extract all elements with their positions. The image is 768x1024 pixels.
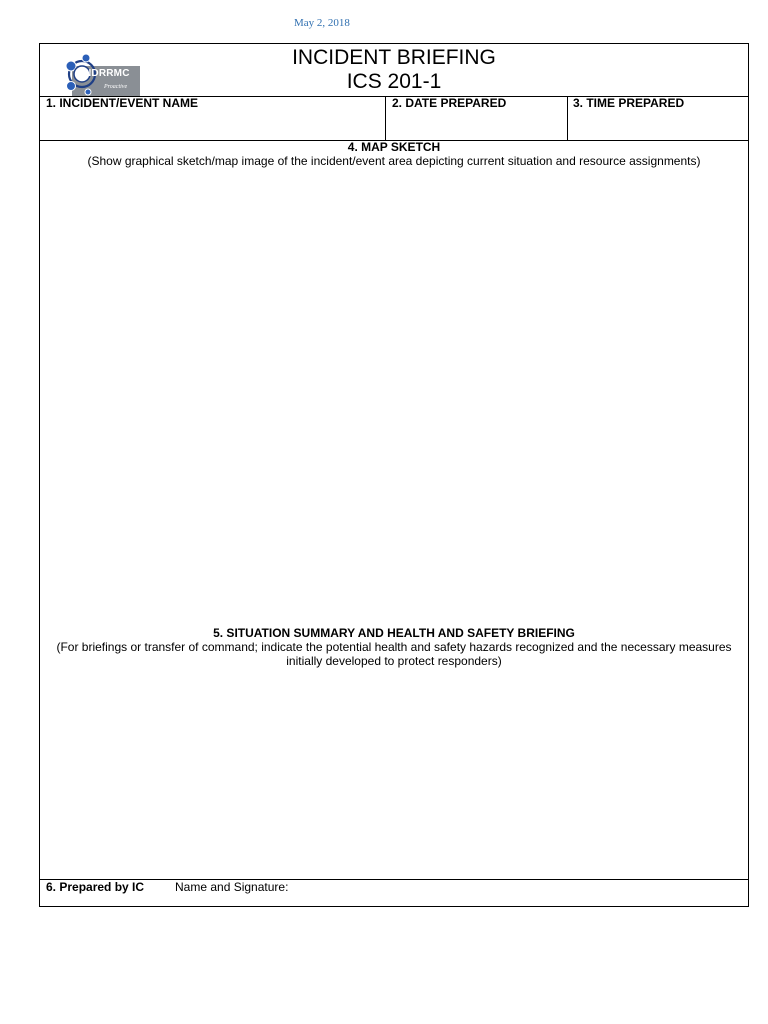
situation-summary-title: 5. SITUATION SUMMARY AND HEALTH AND SAFETY BRIEFING <box>213 626 575 640</box>
incident-name-field[interactable] <box>42 112 382 138</box>
signature-label: Name and Signature: <box>175 880 289 894</box>
divider <box>385 96 386 140</box>
document-date: May 2, 2018 <box>294 17 350 29</box>
form-title-line1: INCIDENT BRIEFING <box>292 46 496 69</box>
logo-tagline: Proactive <box>104 84 128 90</box>
divider <box>40 879 748 880</box>
form-title <box>40 46 748 94</box>
map-sketch-note: (Show graphical sketch/map image of the incident/event area depicting current situation and resource assignments) <box>87 154 701 168</box>
map-sketch-title: 4. MAP SKETCH <box>347 140 441 154</box>
logo-text: NDRRMC <box>84 68 130 79</box>
time-prepared-label: 3. TIME PREPARED <box>573 96 685 110</box>
date-prepared-label: 2. DATE PREPARED <box>392 96 507 110</box>
date-prepared-field[interactable] <box>388 112 564 138</box>
divider <box>567 96 568 140</box>
incident-name-label: 1. INCIDENT/EVENT NAME <box>46 96 199 110</box>
situation-summary-note: (For briefings or transfer of command; indicate the potential health and safety hazards recognized and the necessary measures initially developed to protect responders) <box>56 640 732 668</box>
situation-summary-area[interactable] <box>41 672 747 877</box>
incident-briefing-form <box>39 43 749 907</box>
signature-field[interactable] <box>290 881 744 905</box>
form-title-line2: ICS 201-1 <box>346 70 442 93</box>
prepared-by-label: 6. Prepared by IC <box>46 880 145 894</box>
map-sketch-area[interactable] <box>41 172 747 622</box>
time-prepared-field[interactable] <box>570 112 746 138</box>
